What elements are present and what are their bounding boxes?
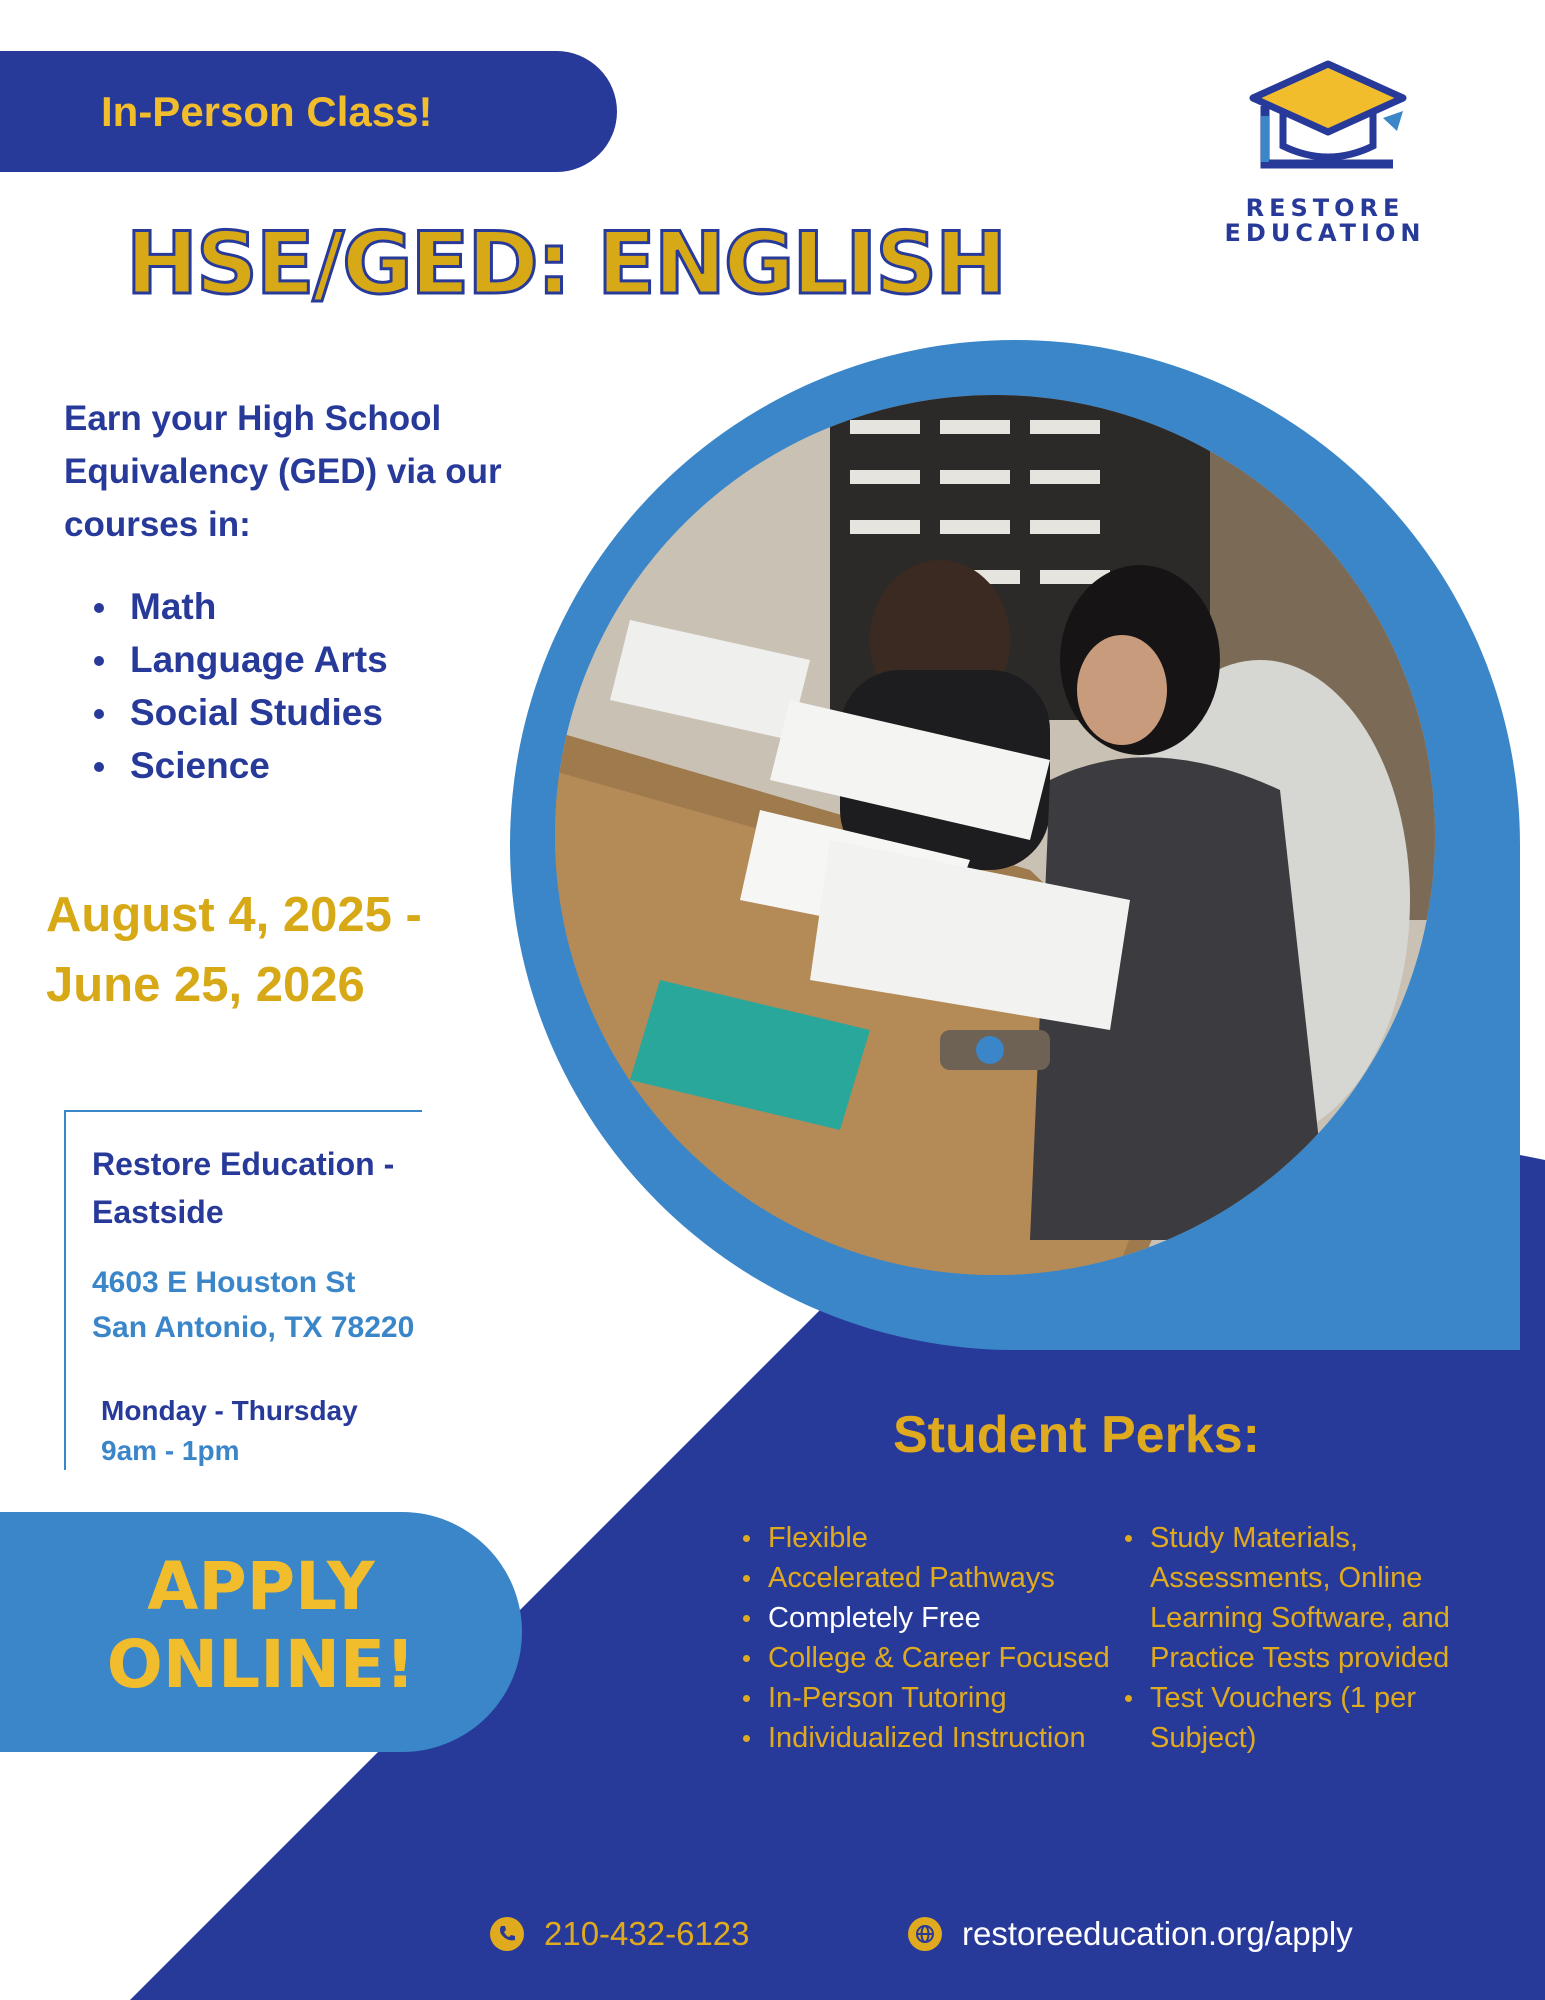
apply-line-1: APPLY [147,1548,375,1625]
perk-item: Accelerated Pathways [740,1558,1120,1598]
end-date: June 25, 2026 [46,958,365,1012]
course-item: Language Arts [90,633,388,686]
students-photo [510,340,1520,1350]
graduation-cap-icon [1243,56,1413,176]
contact-website[interactable] [908,1915,1353,1953]
schedule-hours: 9am - 1pm [101,1435,240,1466]
perk-item: Individualized Instruction [740,1718,1120,1758]
apply-online-button[interactable] [0,1548,522,1704]
perk-item: Test Vouchers (1 per Subject) [1122,1678,1482,1758]
class-type-badge [0,51,617,172]
schedule-days: Monday - Thursday [101,1395,358,1426]
restore-education-logo [1205,56,1445,246]
phone-number[interactable]: 210-432-6123 [544,1915,750,1952]
perks-title: Student Perks: [893,1406,1260,1464]
perk-item: Completely Free [740,1598,1120,1638]
contact-phone[interactable] [490,1915,750,1953]
class-dates [46,880,422,1020]
perk-item: Flexible [740,1518,1120,1558]
course-item: Math [90,580,388,633]
phone-icon [490,1917,524,1951]
course-item: Social Studies [90,686,388,739]
address-line-2: San Antonio, TX 78220 [92,1311,415,1344]
perk-item: Study Materials, Assessments, Online Learning Software, and Practice Tests provided [1122,1518,1482,1678]
perk-item: College & Career Focused [740,1638,1120,1678]
intro-text: Earn your High School Equivalency (GED) via our courses in: [64,399,502,544]
logo-text-restore: RESTORE [1245,194,1405,222]
course-item: Science [90,739,388,792]
page-title: HSE/GED: ENGLISH [126,214,1006,314]
location-name: Restore Education - Eastside [92,1146,395,1230]
location-address [92,1260,414,1350]
course-list [90,580,388,792]
perk-item: In-Person Tutoring [740,1678,1120,1718]
logo-text-education: EDUCATION [1224,219,1426,247]
apply-line-2: ONLINE! [106,1626,416,1703]
website-link[interactable]: restoreeducation.org/apply [962,1915,1353,1952]
class-type-label: In-Person Class! [101,87,433,135]
perks-list-left [740,1518,1120,1758]
perks-list-right [1122,1518,1482,1758]
start-date: August 4, 2025 - [46,888,422,942]
address-line-1: 4603 E Houston St [92,1266,356,1299]
globe-icon [908,1917,942,1951]
